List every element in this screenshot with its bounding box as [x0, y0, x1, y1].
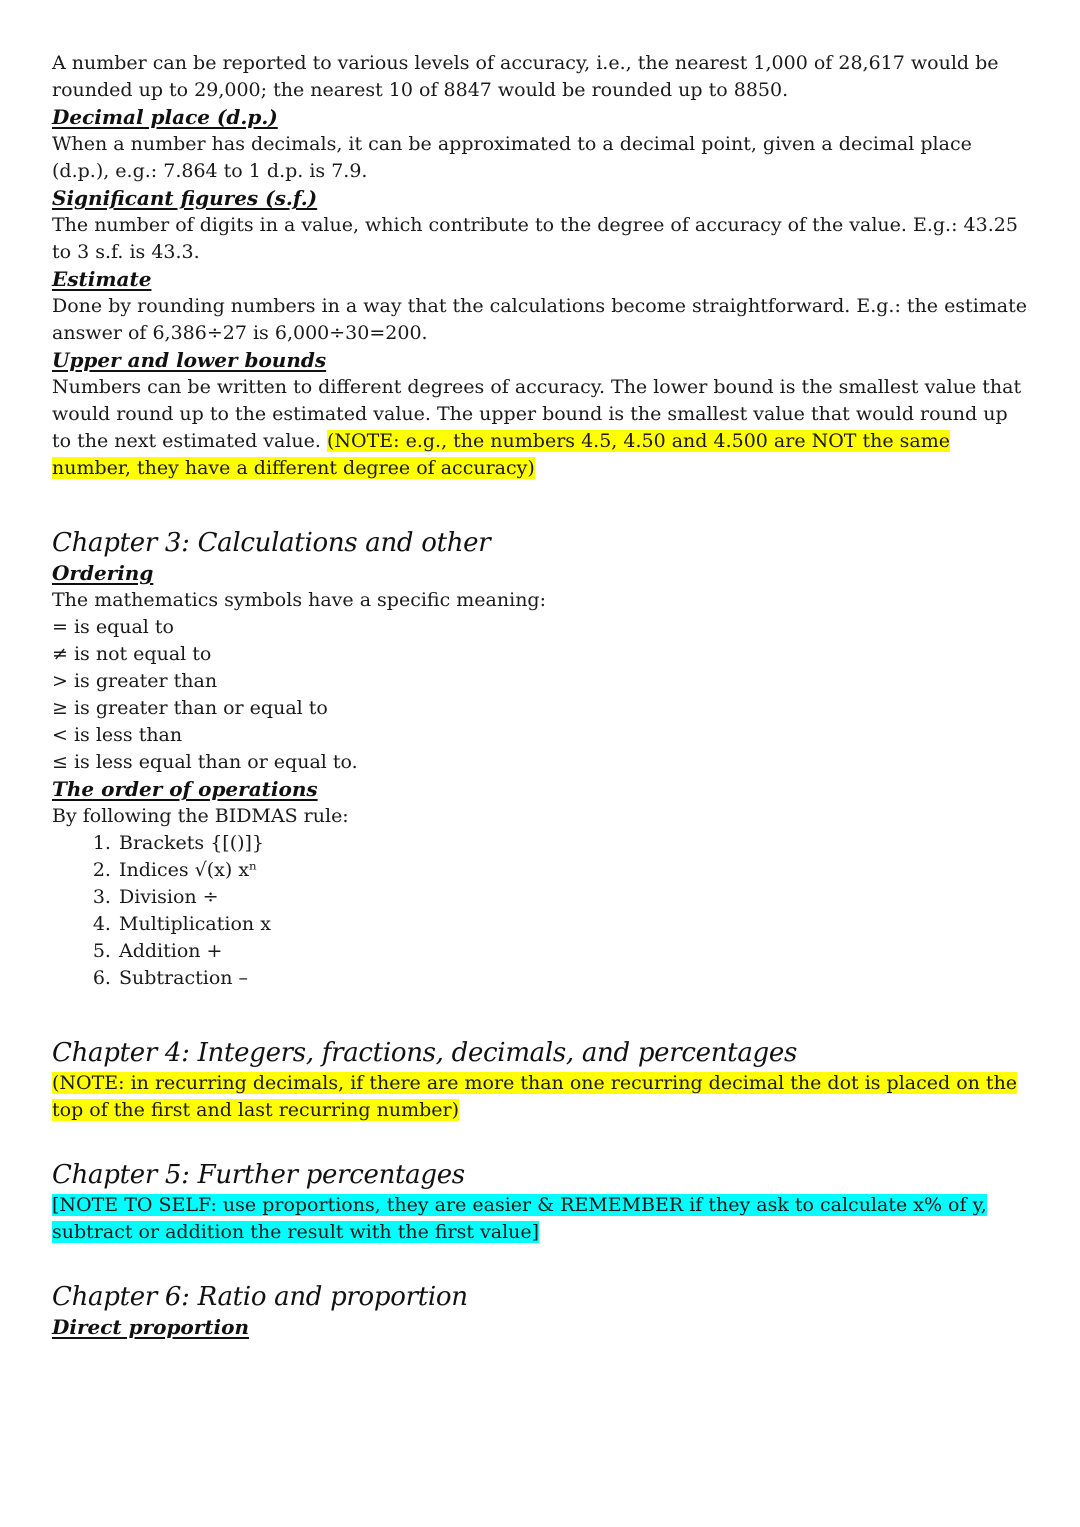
symbol-item: = is equal to	[52, 616, 174, 638]
bidmas-item: 2. Indices √(x) xⁿ	[117, 857, 1028, 884]
decimal-place-text: When a number has decimals, it can be approximated to a decimal point, given a decimal place (d.p.), e.g.: 7.864 to 1 d.p. is 7.9.	[52, 133, 972, 182]
estimate-heading: Estimate	[52, 267, 152, 291]
bounds-note-highlight: (NOTE: e.g., the numbers 4.5, 4.50 and 4.500 are NOT the same number, they have a different degree of accuracy)	[52, 430, 951, 479]
bidmas-item: 1. Brackets {[()]}	[117, 830, 1028, 857]
intro-text: A number can be reported to various levels of accuracy, i.e., the nearest 1,000 of 28,617 would be rounded up to 29,000; the nearest 10 of 8847 would be rounded up to 8850.	[52, 52, 999, 101]
bounds-text: Numbers can be written to different degrees of accuracy. The lower bound is the smallest value that would round up to the estimated value. The upper bound is the smallest value that would round up to the next estimated value.	[52, 376, 1022, 452]
estimate-text: Done by rounding numbers in a way that the calculations become straightforward. E.g.: the estimate answer of 6,386÷27 is 6,000÷30=200.	[52, 295, 1027, 344]
symbol-item: ≥ is greater than or equal to	[52, 697, 328, 719]
chapter-4-title: Chapter 4: Integers, fractions, decimals, and percentages	[52, 1038, 797, 1068]
symbol-list	[52, 614, 1028, 776]
decimal-place-heading: Decimal place (d.p.)	[52, 105, 278, 129]
bidmas-item: 6. Subtraction –	[117, 965, 1028, 992]
significant-figures-heading: Significant figures (s.f.)	[52, 186, 318, 210]
chapter-6-title: Chapter 6: Ratio and proportion	[52, 1282, 468, 1312]
chapter-5-note-highlight: [NOTE TO SELF: use proportions, they are easier & REMEMBER if they ask to calculate x% of y, subtract or addition the result with the first value]	[52, 1194, 987, 1243]
bounds-paragraph	[52, 374, 1028, 482]
chapter-5-title: Chapter 5: Further percentages	[52, 1160, 465, 1190]
bidmas-item: 3. Division ÷	[117, 884, 1028, 911]
symbol-item: ≤ is less equal than or equal to.	[52, 751, 358, 773]
direct-proportion-heading: Direct proportion	[52, 1315, 250, 1339]
symbol-item: > is greater than	[52, 670, 218, 692]
ordering-heading: Ordering	[52, 561, 154, 585]
bidmas-intro: By following the BIDMAS rule:	[52, 805, 349, 827]
symbol-item: < is less than	[52, 724, 183, 746]
chapter-5-note-paragraph	[52, 1192, 1028, 1246]
significant-figures-text: The number of digits in a value, which contribute to the degree of accuracy of the value. E.g.: 43.25 to 3 s.f. is 43.3.	[52, 214, 1018, 263]
bidmas-list	[52, 830, 1028, 992]
bidmas-item: 5. Addition +	[117, 938, 1028, 965]
bounds-heading: Upper and lower bounds	[52, 348, 327, 372]
order-of-operations-heading: The order of operations	[52, 777, 318, 801]
ordering-intro: The mathematics symbols have a specific meaning:	[52, 589, 546, 611]
chapter-4-note-paragraph	[52, 1070, 1028, 1124]
chapter-4-note-highlight: (NOTE: in recurring decimals, if there are more than one recurring decimal the dot is placed on the top of the first and last recurring number)	[52, 1072, 1018, 1121]
bidmas-item: 4. Multiplication x	[117, 911, 1028, 938]
symbol-item: ≠ is not equal to	[52, 643, 212, 665]
chapter-3-title: Chapter 3: Calculations and other	[52, 528, 491, 558]
